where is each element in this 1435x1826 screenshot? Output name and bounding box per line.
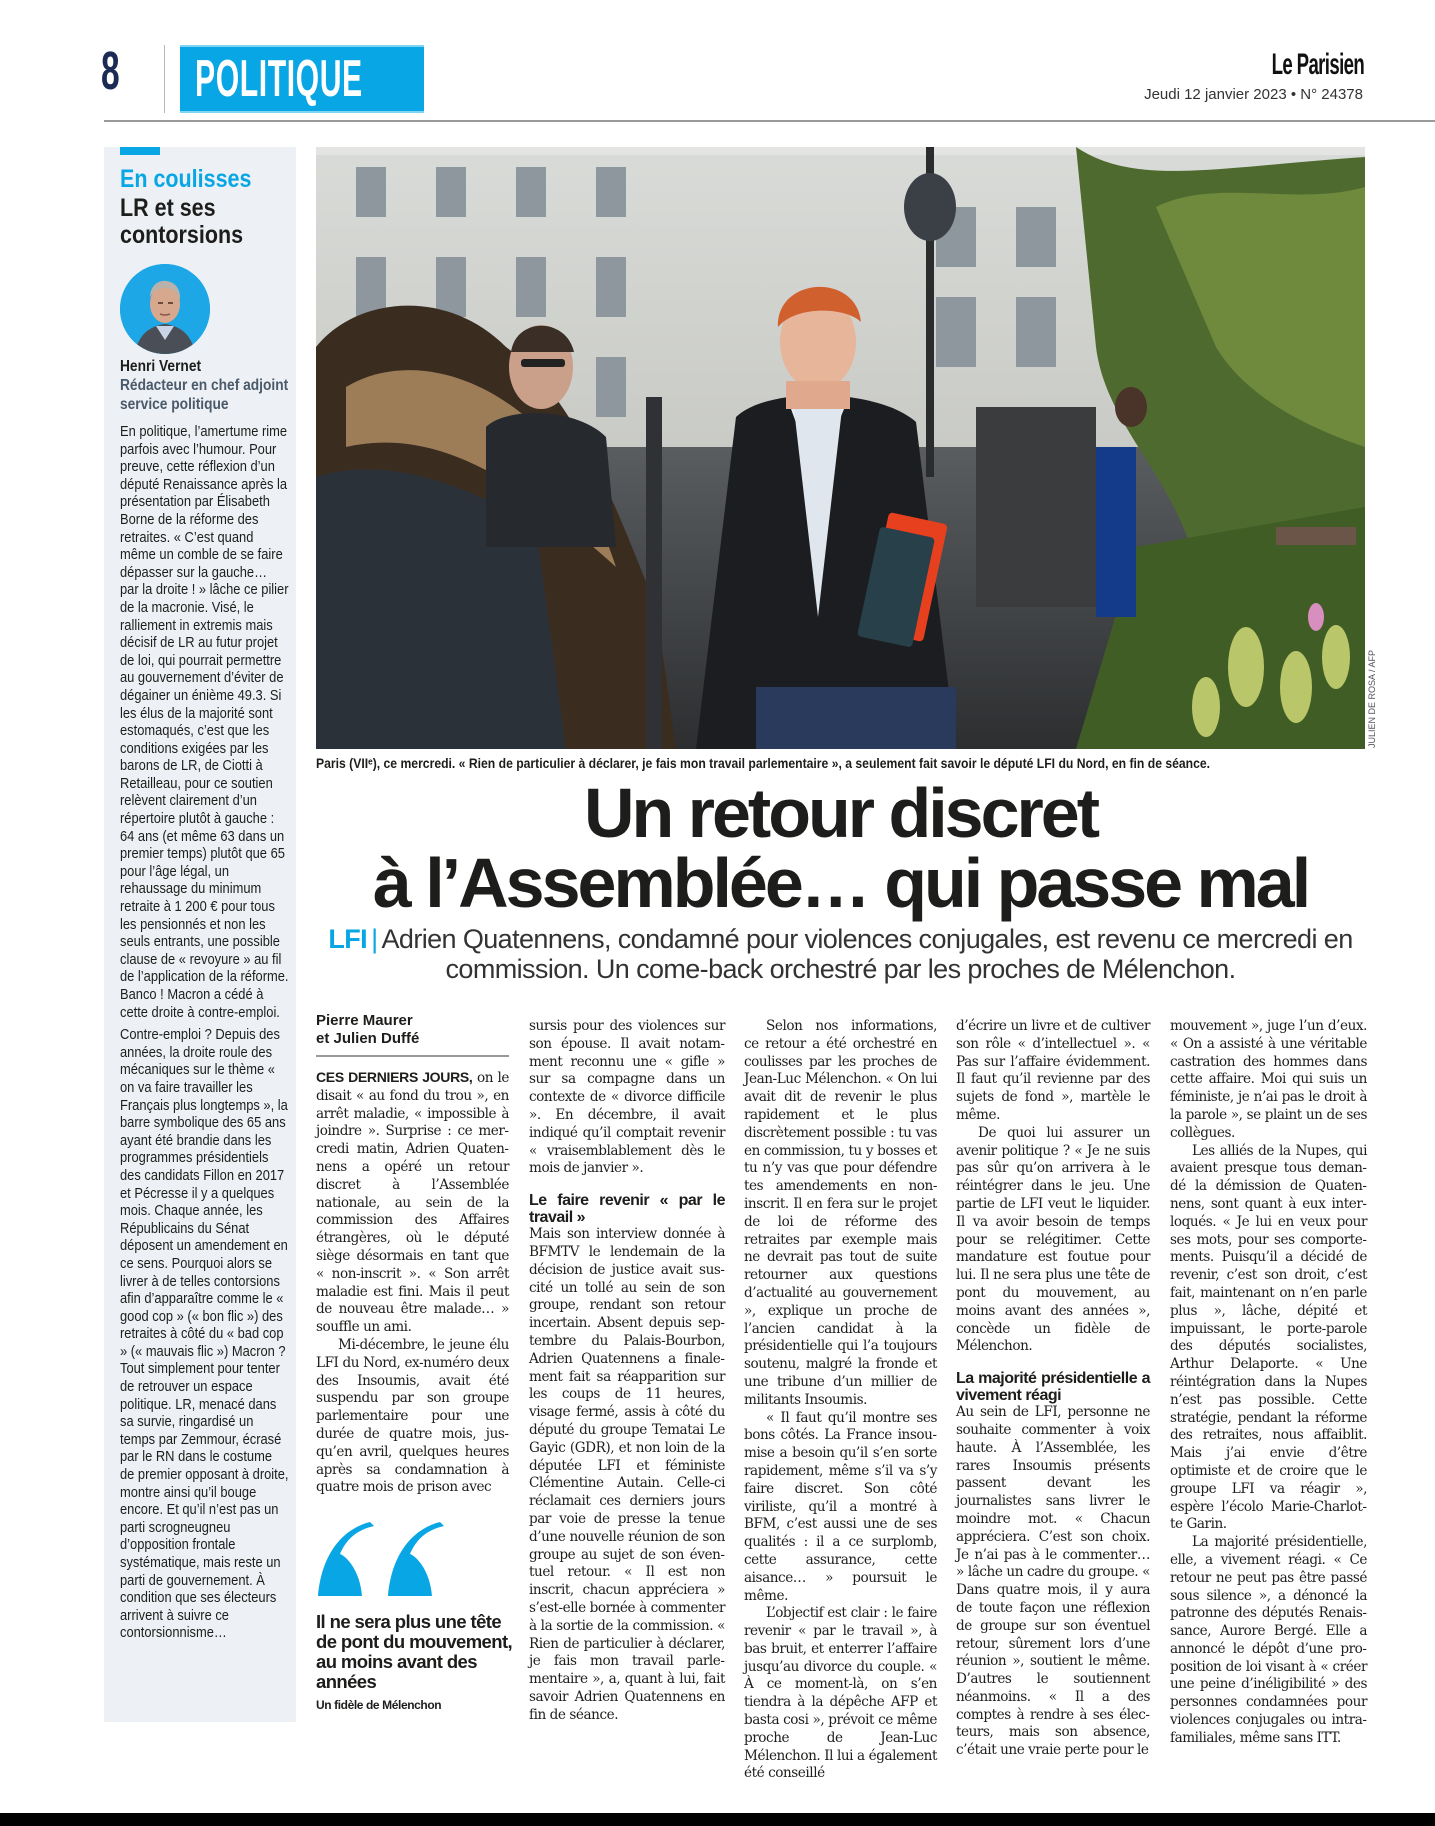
headline-line-1: Un retour discret (584, 774, 1097, 852)
body-paragraph: La majorité présidentielle, elle, a vivement réagi. « Ce retour ne peut pas être passé sous silence », a dénoncé la patronne des députés Renaissance, Aurore Bergé. Elle a annoncé le dépôt d’une proposition de loi visant à « créer une peine d’inéligibilité » des personnes condamnées pour violences conjugales ou intrafamiliales, même sans ITT. (1170, 1534, 1367, 1746)
pull-quote-text: Il ne sera plus une tête de pont du mouvement, au moins avant des années (316, 1611, 513, 1692)
lead-in: CES DERNIERS JOURS, (316, 1069, 473, 1085)
author-portrait-icon (120, 264, 210, 354)
pull-quote-source: Un fidèle de Mélenchon (316, 1698, 442, 1712)
body-paragraph: Au sein de LFI, personne ne souhaite commenter à voix haute. À l’Assemblée, les rares Insoumis présents passent devant les journalistes sans livrer le moindre mot. « Chacun appréciera. C’est son choix. Je n’ai pas à le commenter… » lâche un cadre du groupe. « Dans quatre mois, il y aura de toute façon une réflexion de groupe sur son éventuel retour, sûrement lors d’une réunion », soutient le même. D’autres le soutiennent néanmoins. « Il a des comptes à rendre à ses électeurs, mais son absence, c’était une vraie perte pour le (956, 1404, 1150, 1759)
body-paragraph: L’objectif est clair : le faire revenir « par le travail », à bas bruit, et enterrer l’affaire jusqu’au divorce du couple. « À ce moment-là, on s’en tiendra à la dépêche AFP et basta cosi », prévoit ce même proche de Jean-Luc Mélenchon. Il lui a également été conseillé (744, 1605, 937, 1782)
byline-author-1: Pierre Maurer (316, 1012, 413, 1029)
page-bottom-bar (0, 1813, 1435, 1826)
sidebar-paragraph: En politique, l’amertume rime parfois avec l’humour. Pour preuve, cette réflexion d’un député Renaissance après la présentation par Élisabeth Borne de la réforme des retraites. « C’est quand même un comble de se faire dépasser sur la gauche… par la droite ! » lâche ce pilier de la macronie. Visé, le ralliement in extremis mais décisif de LR au futur projet de loi, qui pourrait permettre au gouvernement d’éviter de dégainer un énième 49.3. Si les élus de la majorité sont estomaqués, c’est que les conditions exigées par les barons de LR, de Ciotti à Retailleau, pour ce soutien relèvent clairement d’un répertoire plutôt à gauche : 64 ans (et même 63 dans un premier temps) plutôt que 65 pour l’âge légal, un rehaussage du minimum retraite à 1 200 € pour tous les pensionnés et non les seuls entrants, une possible clause de « revoyure » au fil de l’application de la réforme. Banco ! Macron a cédé à cette droite à contre-emploi. (120, 423, 289, 1021)
standfirst-text: Adrien Quatennens, condamné pour violences conjugales, est revenu ce mercredi en commission. Un come-back orchestré par les proches de Mélenchon. (381, 924, 1353, 984)
headline-line-2: à l’Assemblée… qui passe mal (372, 844, 1309, 922)
subheading: Le faire revenir « par le travail » (529, 1192, 725, 1227)
section-label: POLITIQUE (195, 50, 363, 108)
lead-photo (316, 147, 1365, 749)
header-rule (104, 120, 1435, 122)
pull-quote (316, 1520, 516, 1712)
sidebar-kicker: En coulisses (120, 165, 252, 193)
header-divider (164, 45, 165, 113)
article-column-2 (529, 1018, 725, 1724)
photo-credit: JULIEN DE ROSA / AFP (1367, 649, 1377, 748)
article-column-1 (316, 1069, 509, 1497)
author-name: Henri Vernet (120, 358, 202, 375)
body-paragraph: Mi-décembre, le jeune élu LFI du Nord, ex-numéro deux des Insoumis, avait été suspendu par son groupe parlementaire pour une durée de quatre mois, jusqu’en avril, quelques heures après sa condamnation à quatre mois de prison avec (316, 1336, 509, 1496)
dateline (1144, 86, 1363, 103)
street-scene-image-icon (316, 147, 1365, 749)
article-column-3 (744, 1018, 937, 1783)
byline-author-2: et Julien Duffé (316, 1030, 420, 1047)
body-paragraph: d’écrire un livre et de cultiver son rôle « d’intellectuel ». « Pas sur l’affaire évidemment. Il faut qu’il revienne par des sujets de fond », martèle le même. (956, 1018, 1150, 1123)
article-column-5 (1170, 1018, 1367, 1748)
body-paragraph: « Il faut qu’il montre ses bons côtés. La France insoumise a besoin qu’il s’en sorte rapidement, même s’il va s’y faire discret. Son côté viriliste, qu’il a montré à BFM, c’est aussi une de ses qualités : il a ce surplomb, cette assurance, cette aisance… » poursuit le même. (744, 1409, 937, 1604)
separator-dot: • (1290, 86, 1297, 103)
byline-rule (316, 1055, 509, 1057)
tag-separator-icon: | (371, 924, 378, 954)
standfirst (316, 924, 1365, 984)
headline (316, 774, 1365, 922)
page-number: 8 (101, 41, 120, 101)
sidebar-body (120, 423, 289, 1647)
body-paragraph (316, 1069, 509, 1337)
sidebar-column (104, 147, 296, 1722)
sidebar-accent-tab (120, 147, 160, 155)
body-paragraph: sursis pour des violences sur son épouse. Il avait notamment reconnu une « gifle » sur sa compagne dans un contexte de « divorce difficile ». En décembre, il avait indiqué qu’il comptait revenir « vraisemblablement dès le mois de janvier ». (529, 1018, 725, 1177)
body-paragraph: Mais son interview donnée à BFMTV le lendemain de la décision de justice avait suscité un tollé au sein de son groupe, rendant son retour incertain. Absent depuis septembre du Palais-Bourbon, Adrien Quatennens a finalement fait sa réapparition sur les coups de 11 heures, visage fermé, assis à côté du député du groupe Tematai Le Gayic (GDR), et non loin de la députée LFI et féministe Clémentine Autain. Celle-ci réclamait ces derniers jours par voie de presse la tenue d’une nouvelle réunion de son groupe au sujet de son éventuel retour. « Il est non inscrit, chacun appréciera » s’est-elle bornée à commenter à la sortie de la commission. « Rien de particulier à déclarer, je fais mon travail parlementaire », a, quant à lui, fait savoir Adrien Quatennens en fin de séance. (529, 1226, 725, 1723)
body-paragraph: Selon nos informations, ce retour a été orchestré en coulisses par les proches de Jean-Luc Mélenchon. « On lui avait dit de revenir le plus rapidement et le plus discrètement possible : tu vas en commission, tu y bosses et tu n’y vas que pour défendre tes amendements en non-inscrit. Il en fera sur le projet de loi de réforme des retraites par exemple mais ne devrait pas tout de suite retourner aux questions d’actualité au gouvernement », explique un proche de l’ancien candidat à la présidentielle qui l’a toujours soutenu, malgré la fronde et une tribune d’un millier de militants Insoumis. (744, 1018, 937, 1408)
issue-date: Jeudi 12 janvier 2023 (1144, 86, 1287, 103)
section-rubric (180, 45, 424, 113)
subheading: La majorité présidentielle a vivement réagi (956, 1370, 1150, 1405)
author-avatar (120, 264, 210, 354)
sidebar-title: LR et ses contorsions (120, 194, 244, 249)
topic-tag: LFI (328, 924, 368, 954)
body-paragraph: mouvement », juge l’un d’eux. « On a assisté à une véritable castration des hommes dans cette affaire. Moi qui suis un féministe, je n’ai pas le droit à la parole », se plaint un de ses collègues. (1170, 1018, 1367, 1141)
author-role: Rédacteur en chef adjoint service politique (120, 377, 289, 413)
article-column-4 (956, 1018, 1150, 1760)
photo-caption: Paris (VIIᵉ), ce mercredi. « Rien de particulier à déclarer, je fais mon travail parlementaire », a seulement fait savoir le député LFI du Nord, en fin de séance. (316, 755, 1211, 771)
body-text: on le disait « au fond du trou », en arrêt maladie, « impossible à joindre ». Surprise : ce mercredi matin, Adrien Quatennens a opéré un retour discret à l’Assemblée nationale, au sein de la commission des Affaires étrangères, où le député siège désormais en tant que « non-inscrit ». « Son arrêt maladie est fini. Mais il peut de nouveau être malade… » souffle un ami. (316, 1070, 509, 1336)
issue-number: N° 24378 (1300, 86, 1363, 103)
body-paragraph: Les alliés de la Nupes, qui avaient presque tous demandé la démission de Quatennens, sont quant à eux interloqués. « Je lui en veux pour ses mots, pour ses comportements. Puisqu’il a décidé de revenir, c’est son droit, c’est fait, maintenant on n’en parle plus », lâche, dépité et impuissant, le porte-parole des députés socialistes, Arthur Delaporte. « Une réintégration dans la Nupes n’est pas possible. Cette stratégie, pendant la réforme des retraites, nous affaiblit. Mais j’ai envie d’être optimiste et de croire que le groupe LFI va réagir », espère l’écolo Marie-Charlotte Garin. (1170, 1142, 1367, 1533)
body-paragraph: De quoi lui assurer un avenir politique ? « Je ne suis pas sûr qu’on arrivera à le réintégrer dans le jeu. Une partie de LFI veut le liquider. Il va avoir besoin de temps pour se relégitimer. Cette mandature est foutue pour lui. Il ne sera plus une tête de pont du mouvement, au moins avant des années », concède un fidèle de Mélenchon. (956, 1124, 1150, 1355)
quote-mark-icon (316, 1520, 446, 1598)
newspaper-logo: Le Parisien (1271, 48, 1364, 81)
sidebar-paragraph: Contre-emploi ? Depuis des années, la droite roule des mécaniques sur le thème « on va faire travailler les Français plus longtemps », la barre symbolique des 65 ans ayant été brandie dans les programmes présidentiels des candidats Fillon en 2017 et Pécresse il y a quelques mois. Chaque année, les Républicains du Sénat déposent un amendement en ce sens. Pourquoi alors se livrer à de telles contorsions afin d’apparaître comme le « good cop » (« bon flic ») des retraites à côté du « bad cop » (« mauvais flic ») Macron ? Tout simplement pour tenter de retrouver un espace politique. LR, menacé dans sa survie, ringardisé un temps par Zemmour, écrasé par le RN dans le costume de premier opposant à droite, montre ainsi qu’il bouge encore. Et qu’il n’est pas un parti scrogneugneu d’opposition frontale systématique, mais reste un parti de gouvernement. À condition que ses électeurs arrivent à suivre ce contorsionnisme… (120, 1026, 289, 1642)
byline (316, 1012, 516, 1048)
